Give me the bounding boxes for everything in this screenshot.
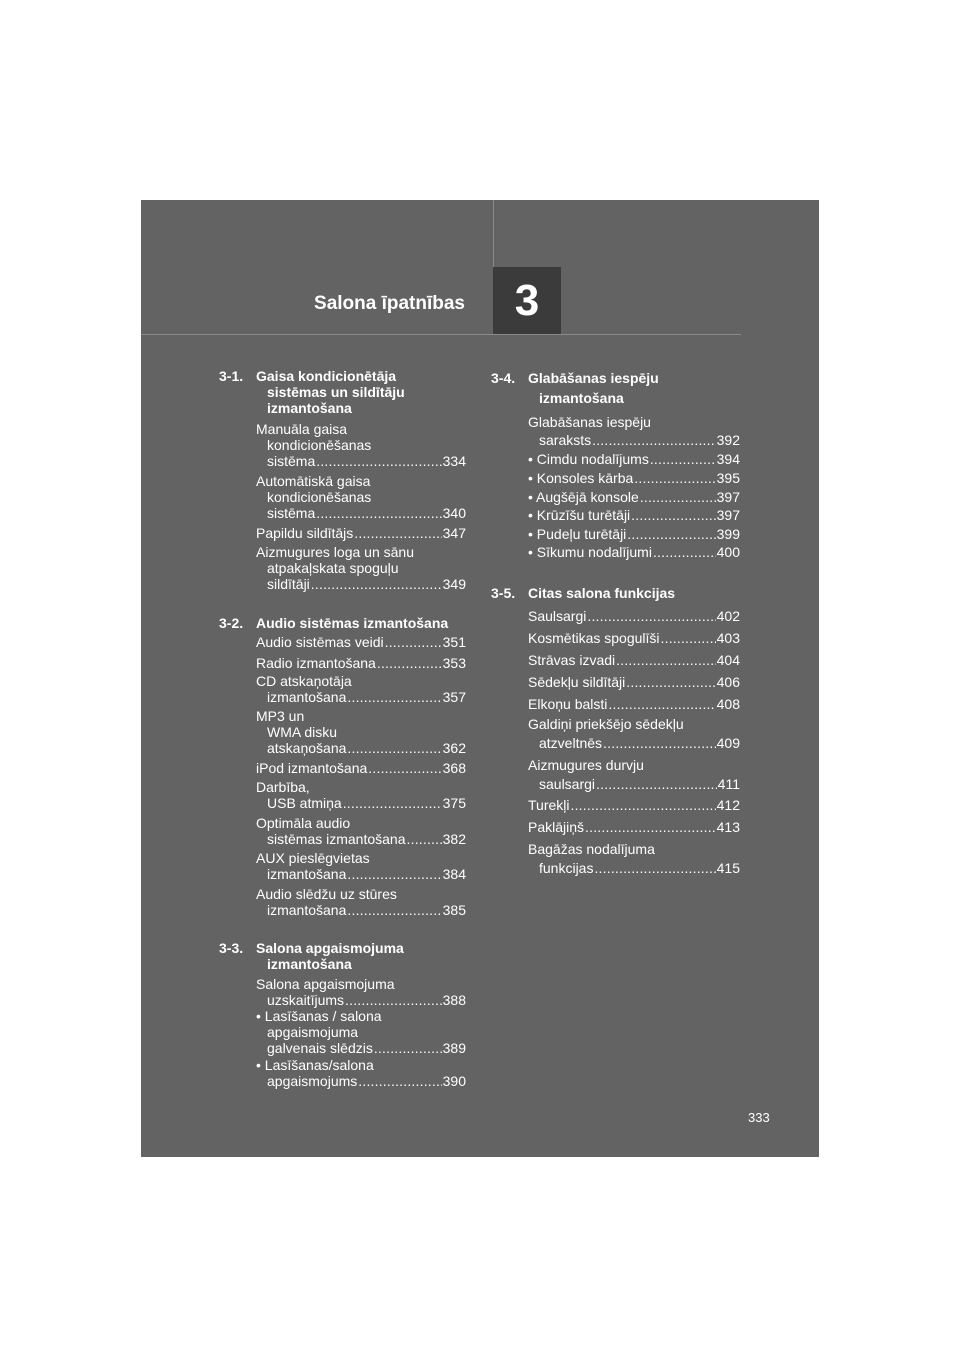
entry-line: Glabāšanas iespēju	[528, 414, 651, 430]
page-ref: 411	[717, 776, 740, 792]
divider-horizontal	[141, 334, 741, 335]
section-title-line: izmantošana	[267, 956, 352, 972]
section-3-2[interactable]	[219, 615, 469, 631]
entry-label: Papildu sildītājs	[256, 525, 354, 541]
page-ref: 409	[716, 735, 740, 751]
entry-label: apgaismojums	[267, 1073, 358, 1089]
page-ref: 395	[716, 470, 740, 486]
toc-entry[interactable]	[528, 674, 740, 690]
toc-entry[interactable]	[528, 652, 740, 668]
toc-entry[interactable]	[256, 850, 466, 882]
entry-line: AUX pieslēgvietas	[256, 850, 370, 866]
entry-line: Darbība,	[256, 779, 310, 795]
section-title-line: izmantošana	[267, 400, 352, 416]
toc-entry[interactable]	[528, 608, 740, 624]
entry-label: • Krūzīšu turētāji	[528, 507, 631, 523]
section-title-line: Audio sistēmas izmantošana	[256, 615, 449, 631]
toc-entry[interactable]	[528, 716, 740, 751]
page-ref: 412	[716, 797, 740, 813]
entry-line: Optimāla audio	[256, 815, 351, 831]
page-ref: 397	[716, 507, 740, 523]
toc-entry[interactable]	[256, 976, 466, 1008]
entry-line: WMA disku	[267, 724, 338, 740]
section-3-5[interactable]	[491, 585, 741, 601]
section-3-3[interactable]	[219, 940, 469, 972]
toc-entry[interactable]	[256, 1057, 466, 1089]
section-3-4[interactable]	[491, 370, 741, 410]
toc-entry[interactable]	[256, 655, 466, 671]
toc-entry[interactable]	[256, 525, 466, 541]
page-ref: 368	[442, 760, 466, 776]
page-ref: 390	[442, 1073, 466, 1089]
toc-entry[interactable]	[256, 544, 466, 592]
page-ref: 389	[442, 1040, 466, 1056]
entry-line: Bagāžas nodalījuma	[528, 841, 655, 857]
toc-entry[interactable]	[256, 1008, 466, 1056]
toc-entry[interactable]	[256, 634, 466, 650]
page-ref: 375	[442, 795, 466, 811]
page-ref: 408	[716, 696, 740, 712]
entry-label: Paklājiņš	[528, 819, 585, 835]
entry-label: sistēmas izmantošana	[267, 831, 406, 847]
page-ref: 413	[716, 819, 740, 835]
page-ref: 384	[442, 866, 466, 882]
page-ref: 388	[442, 992, 466, 1008]
page-ref: 406	[716, 674, 740, 690]
entry-line: Galdiņi priekšējo sēdekļu	[528, 716, 684, 732]
entry-label: iPod izmantošana	[256, 760, 368, 776]
toc-entry[interactable]	[528, 470, 740, 486]
entry-label: Saulsargi	[528, 608, 587, 624]
entry-line: CD atskaņotāja	[256, 673, 352, 689]
entry-label: sildītāji	[267, 576, 310, 592]
entry-line: Salona apgaismojuma	[256, 976, 395, 992]
entry-line: Aizmugures loga un sānu	[256, 544, 414, 560]
toc-entry[interactable]	[256, 779, 466, 811]
page-ref: 357	[442, 689, 466, 705]
page-ref: 402	[716, 608, 740, 624]
entry-label: atskaņošana	[267, 740, 347, 756]
page-number: 333	[748, 1110, 770, 1125]
page-ref: 347	[442, 525, 466, 541]
entry-line: kondicionēšanas	[267, 489, 372, 505]
toc-entry[interactable]	[528, 819, 740, 835]
entry-label: USB atmiņa	[267, 795, 342, 811]
entry-label: Kosmētikas spogulīši	[528, 630, 660, 646]
page-ref: 334	[442, 453, 466, 469]
section-title-line: Glabāšanas iespēju	[528, 370, 659, 386]
toc-entry[interactable]	[528, 544, 740, 560]
entry-line: Manuāla gaisa	[256, 421, 348, 437]
entry-label: • Pudeļu turētāji	[528, 526, 627, 542]
entry-label: izmantošana	[267, 689, 347, 705]
toc-entry[interactable]	[528, 489, 740, 505]
page-ref: 403	[716, 630, 740, 646]
section-3-1[interactable]	[219, 368, 469, 416]
entry-label: galvenais slēdzis	[267, 1040, 373, 1056]
toc-entry[interactable]	[528, 797, 740, 813]
section-number: 3-4.	[491, 370, 516, 386]
page-ref: 349	[442, 576, 466, 592]
toc-entry[interactable]	[528, 526, 740, 542]
section-title-line: Citas salona funkcijas	[528, 585, 676, 601]
entry-label: sistēma	[267, 453, 316, 469]
toc-entry[interactable]	[256, 708, 466, 756]
page-ref: 353	[442, 655, 466, 671]
toc-entry[interactable]	[256, 886, 466, 918]
entry-label: • Augšējā konsole	[528, 489, 639, 505]
toc-entry[interactable]	[256, 473, 466, 521]
entry-line: kondicionēšanas	[267, 437, 372, 453]
entry-label: izmantošana	[267, 902, 347, 918]
page-ref: 392	[716, 432, 740, 448]
entry-label: uzskaitījums	[267, 992, 345, 1008]
section-number: 3-3.	[219, 940, 244, 956]
entry-label: • Cimdu nodalījums	[528, 451, 649, 467]
section-title-line: izmantošana	[539, 390, 624, 406]
page-ref: 394	[716, 451, 740, 467]
toc-entry[interactable]	[256, 815, 466, 847]
entry-label: Radio izmantošana	[256, 655, 376, 671]
chapter-number-box	[493, 267, 561, 334]
page-ref: 362	[442, 740, 466, 756]
section-title-line: Salona apgaismojuma	[256, 940, 404, 956]
section-number: 3-2.	[219, 615, 244, 631]
toc-entry[interactable]	[528, 696, 740, 712]
page-ref: 382	[442, 831, 466, 847]
divider-vertical	[493, 200, 494, 268]
chapter-title: Salona īpatnības	[314, 293, 465, 314]
toc-entry[interactable]	[528, 507, 740, 523]
page-ref: 340	[442, 505, 466, 521]
page-ref: 399	[716, 526, 740, 542]
section-title-line: sistēmas un sildītāju	[267, 384, 405, 400]
entry-label: Turekļi	[528, 797, 570, 813]
section-title-line: Gaisa kondicionētāja	[256, 368, 397, 384]
entry-label: • Sīkumu nodalījumi	[528, 544, 652, 560]
chapter-number: 3	[514, 275, 540, 325]
entry-line: Audio slēdžu uz stūres	[256, 886, 397, 902]
toc-entry[interactable]	[528, 757, 740, 792]
entry-line: Aizmugures durvju	[528, 757, 644, 773]
entry-line: • Lasīšanas/salona	[256, 1057, 374, 1073]
entry-line: atpakaļskata spoguļu	[267, 560, 399, 576]
entry-line: apgaismojuma	[267, 1024, 359, 1040]
entry-label: Strāvas izvadi	[528, 652, 616, 668]
toc-entry[interactable]	[528, 451, 740, 467]
section-number: 3-5.	[491, 585, 516, 601]
entry-label: atzveltnēs	[539, 735, 603, 751]
page-ref: 400	[716, 544, 740, 560]
entry-label: Sēdekļu sildītāji	[528, 674, 626, 690]
entry-label: Elkoņu balsti	[528, 696, 608, 712]
entry-label: • Konsoles kārba	[528, 470, 634, 486]
toc-entry[interactable]	[256, 760, 466, 776]
page-ref: 415	[716, 860, 740, 876]
section-number: 3-1.	[219, 368, 244, 384]
entry-label: saraksts	[539, 432, 592, 448]
toc-entry[interactable]	[528, 630, 740, 646]
page-ref: 397	[716, 489, 740, 505]
toc-entry[interactable]	[256, 673, 466, 705]
entry-label: Audio sistēmas veidi	[256, 634, 384, 650]
entry-label: sistēma	[267, 505, 316, 521]
entry-line: Automātiskā gaisa	[256, 473, 371, 489]
entry-line: MP3 un	[256, 708, 305, 724]
toc-entry[interactable]	[528, 414, 740, 448]
page-ref: 385	[442, 902, 466, 918]
page-ref: 351	[442, 634, 466, 650]
entry-label: izmantošana	[267, 866, 347, 882]
entry-line: • Lasīšanas / salona	[256, 1008, 382, 1024]
toc-entry[interactable]	[256, 421, 466, 469]
toc-entry[interactable]	[528, 841, 740, 876]
page-ref: 404	[716, 652, 740, 668]
entry-label: funkcijas	[539, 860, 594, 876]
entry-label: saulsargi	[539, 776, 596, 792]
